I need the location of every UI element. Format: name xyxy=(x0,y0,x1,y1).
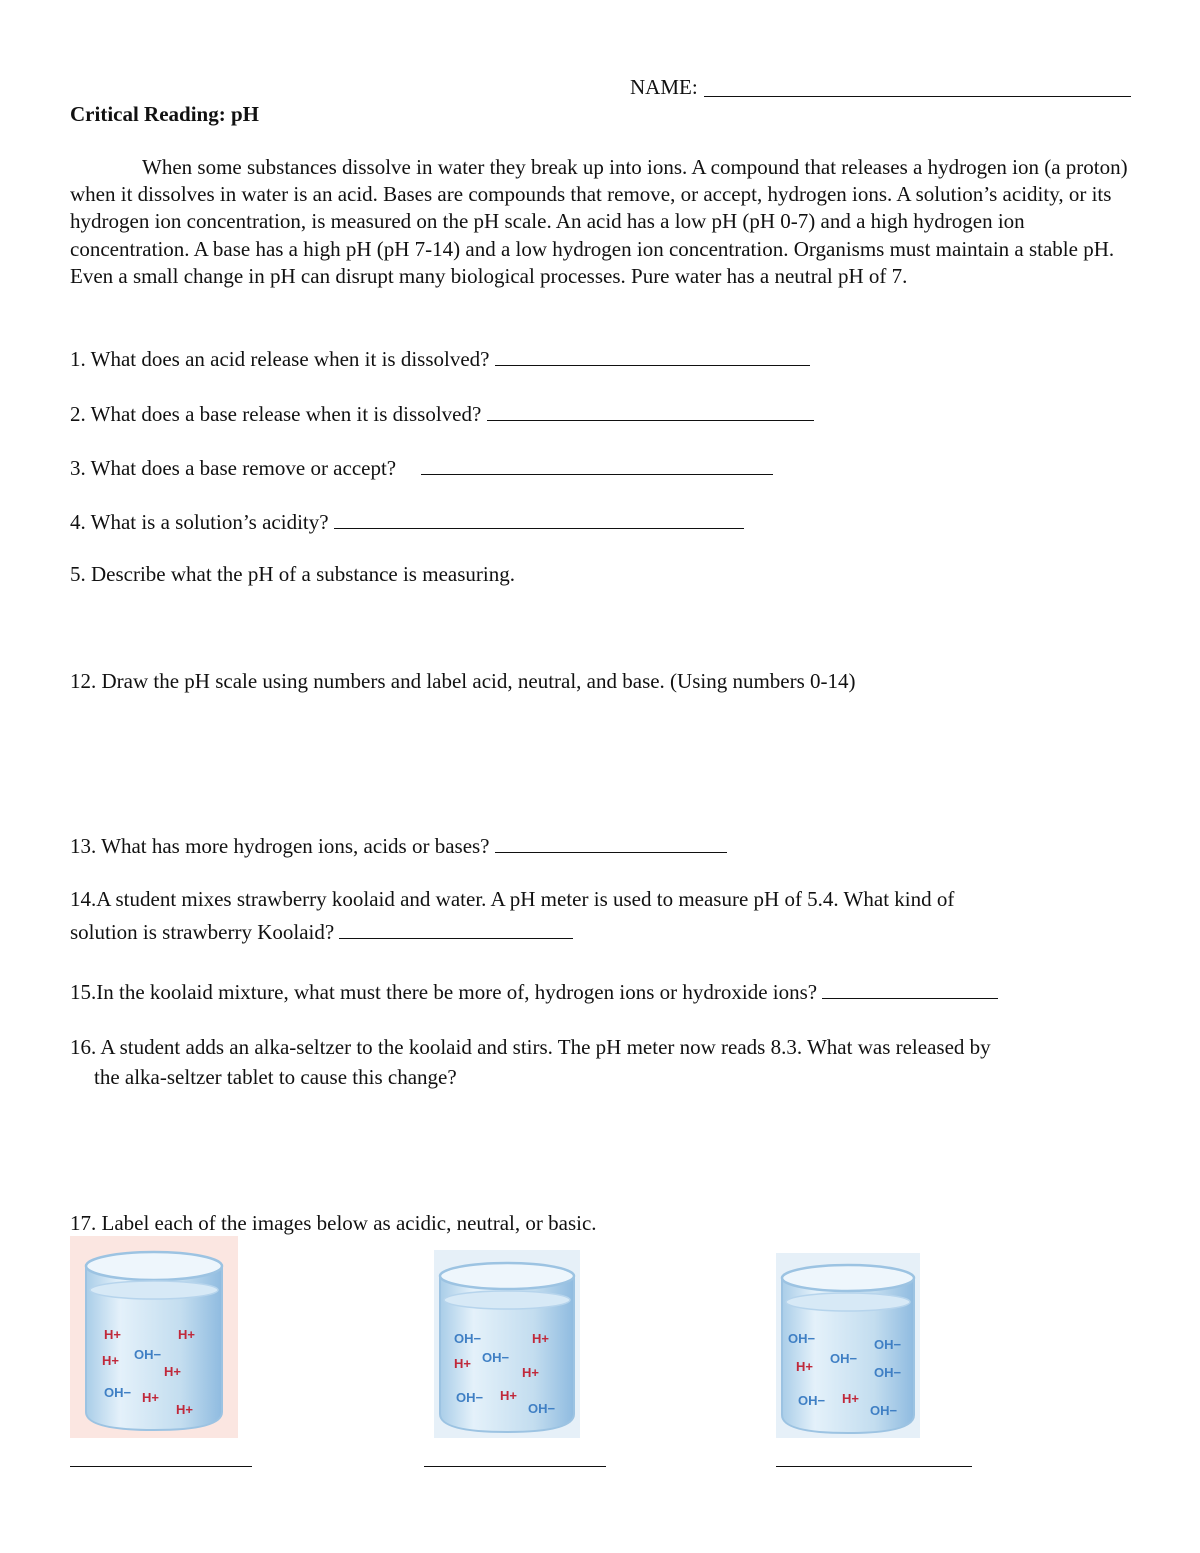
question-3 xyxy=(70,455,773,479)
svg-text:H+: H+ xyxy=(102,1353,119,1368)
svg-text:H+: H+ xyxy=(104,1327,121,1342)
svg-text:OH−: OH− xyxy=(874,1337,902,1352)
svg-text:H+: H+ xyxy=(522,1365,539,1380)
answer-line-2[interactable] xyxy=(487,401,814,421)
ion-legend xyxy=(1000,1520,1039,1531)
ion-legend-oh: OH− xyxy=(1016,1519,1039,1531)
beaker-basic xyxy=(776,1253,920,1438)
svg-text:H+: H+ xyxy=(164,1364,181,1379)
answer-line-13[interactable] xyxy=(495,833,727,853)
intro-paragraph xyxy=(70,154,1130,290)
svg-text:OH−: OH− xyxy=(788,1331,816,1346)
svg-text:OH−: OH− xyxy=(830,1351,858,1366)
beaker-neutral xyxy=(434,1250,580,1438)
question-1-text: 1. What does an acid release when it is dissolved? xyxy=(70,347,490,371)
question-17: 17. Label each of the images below as acidic, neutral, or basic. xyxy=(70,1211,597,1235)
name-answer-line[interactable] xyxy=(704,96,1131,97)
svg-text:OH−: OH− xyxy=(528,1401,556,1416)
svg-text:OH−: OH− xyxy=(104,1385,132,1400)
svg-text:OH−: OH− xyxy=(454,1331,482,1346)
svg-text:OH−: OH− xyxy=(456,1390,484,1405)
question-15-text: 15.In the koolaid mixture, what must there be more of, hydrogen ions or hydroxide ions? xyxy=(70,980,818,1004)
question-13 xyxy=(70,833,727,857)
question-15 xyxy=(70,979,998,1003)
svg-text:OH−: OH− xyxy=(798,1393,826,1408)
intro-text: When some substances dissolve in water they break up into ions. A compound that releases a hydrogen ion (a proton) when it dissolves in water is an acid. Bases are compounds that remove, or accept, hydrogen ions. A solution’s acidity, or its hydrogen ion concentration, is measured on the pH scale. An acid has a low pH (pH 0-7) and a high hydrogen ion concentration. A base has a high pH (pH 7-14) and a low hydrogen ion concentration. Organisms must maintain a stable pH. Even a small change in pH can disrupt many biological processes. Pure water has a neutral pH of 7. xyxy=(70,155,1128,288)
answer-line-3[interactable] xyxy=(421,455,773,475)
answer-line-4[interactable] xyxy=(334,509,744,529)
svg-text:OH−: OH− xyxy=(134,1347,162,1362)
beaker-neutral-answer-line[interactable] xyxy=(424,1466,606,1467)
svg-text:H+: H+ xyxy=(178,1327,195,1342)
question-16-line-2: the alka-seltzer tablet to cause this change? xyxy=(94,1065,457,1089)
svg-text:H+: H+ xyxy=(532,1331,549,1346)
question-5: 5. Describe what the pH of a substance is measuring. xyxy=(70,562,515,586)
question-3-text: 3. What does a base remove or accept? xyxy=(70,456,397,480)
svg-text:OH−: OH− xyxy=(870,1403,898,1418)
question-2-text: 2. What does a base release when it is dissolved? xyxy=(70,402,482,426)
svg-text:OH−: OH− xyxy=(874,1365,902,1380)
question-1 xyxy=(70,346,810,370)
question-4-text: 4. What is a solution’s acidity? xyxy=(70,510,329,534)
svg-text:OH−: OH− xyxy=(482,1350,510,1365)
question-4 xyxy=(70,509,744,533)
question-13-text: 13. What has more hydrogen ions, acids or bases? xyxy=(70,834,490,858)
question-14-line-2 xyxy=(70,919,573,943)
svg-text:H+: H+ xyxy=(500,1388,517,1403)
svg-text:H+: H+ xyxy=(454,1356,471,1371)
answer-line-1[interactable] xyxy=(495,346,810,366)
question-16-line-1: 16. A student adds an alka-seltzer to the koolaid and stirs. The pH meter now reads 8.3. What was released by xyxy=(70,1035,991,1059)
answer-line-14[interactable] xyxy=(339,919,573,939)
beaker-basic-answer-line[interactable] xyxy=(776,1466,972,1467)
svg-text:H+: H+ xyxy=(142,1390,159,1405)
beaker-acidic-illustration xyxy=(70,1236,238,1438)
svg-text:H+: H+ xyxy=(796,1359,813,1374)
ion-legend-h: H+ xyxy=(1000,1519,1015,1531)
beaker-acidic xyxy=(70,1236,238,1438)
question-2 xyxy=(70,401,814,425)
name-label: NAME: xyxy=(630,75,698,99)
svg-text:H+: H+ xyxy=(176,1402,193,1417)
page-title: Critical Reading: pH xyxy=(70,102,259,126)
svg-text:H+: H+ xyxy=(842,1391,859,1406)
question-14-text: solution is strawberry Koolaid? xyxy=(70,920,335,944)
question-12: 12. Draw the pH scale using numbers and label acid, neutral, and base. (Using numbers 0-14) xyxy=(70,669,856,693)
beaker-basic-illustration xyxy=(776,1253,920,1438)
answer-line-15[interactable] xyxy=(822,979,998,999)
question-14-line-1: 14.A student mixes strawberry koolaid and water. A pH meter is used to measure pH of 5.4. What kind of xyxy=(70,887,955,911)
beaker-neutral-illustration xyxy=(434,1250,580,1438)
beaker-acidic-answer-line[interactable] xyxy=(70,1466,252,1467)
